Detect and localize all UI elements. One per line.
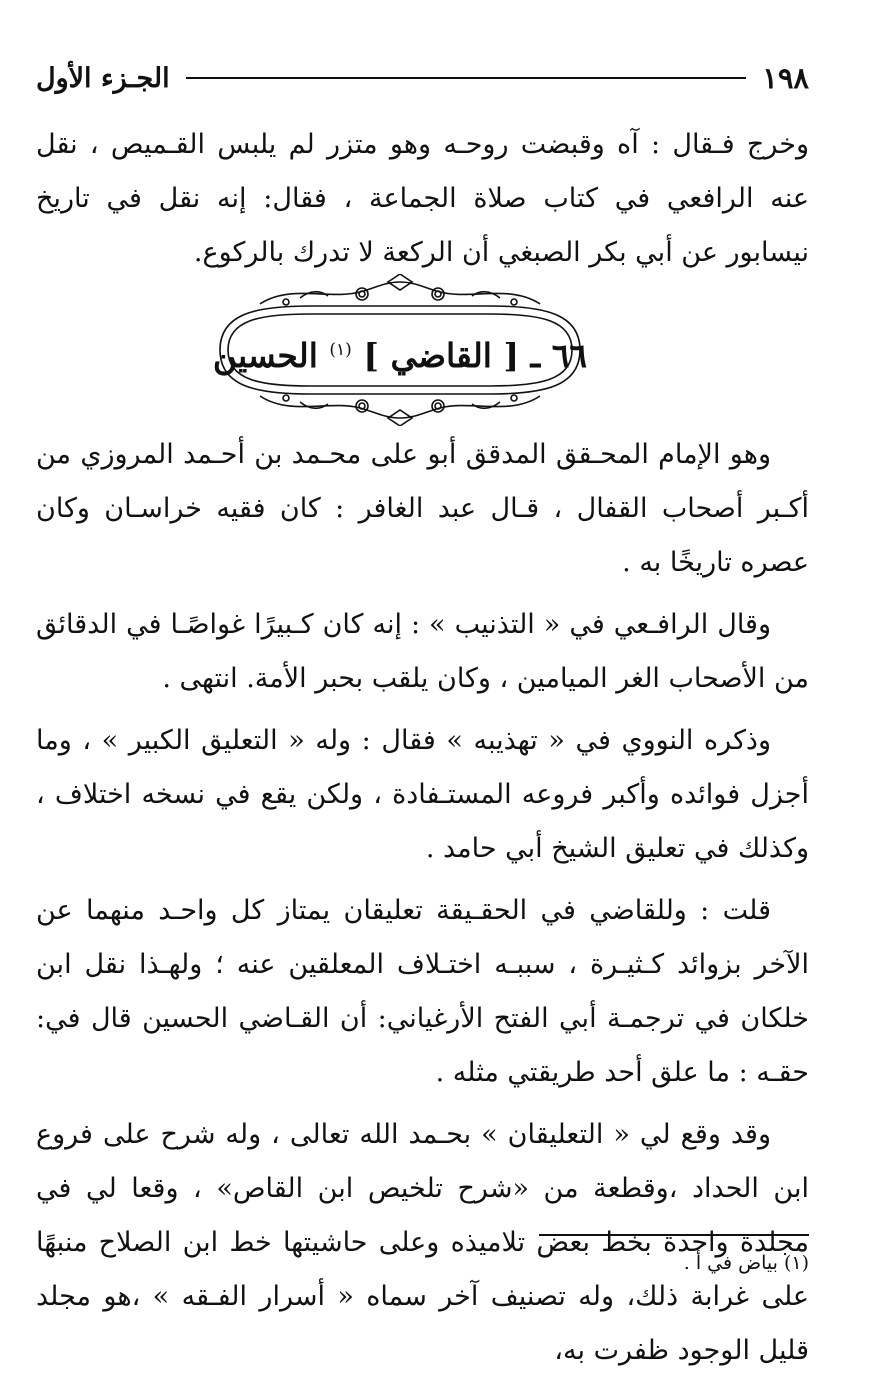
header-rule: [186, 77, 747, 79]
section-title: [200, 330, 600, 376]
intro-text: [36, 118, 809, 280]
intro-paragraph: وخرج فـقال : آه وقبضت روحـه وهو متزر لم يلبس القـميص ، نقل عنه الرافعي في كتاب صلاة الجماعة ، فقال: إنه نقل في تاريخ نيسابور عن أبي بكر الصبغي أن الركعة لا تدرك بالركوع.: [36, 129, 809, 268]
footnote: (١) بياض في أ .: [683, 1252, 809, 1274]
section-title-word: القاضي: [390, 336, 492, 375]
body-paragraph: وهو الإمام المحـقق المدقق أبو على محـمد بن أحـمد المروزي من أكـبر أصحاب القفال ، قـال عبد الغافر : كان فقيه خراسـان وكان عصره تاريخًا به .: [36, 439, 809, 578]
page-number: ١٩٨: [762, 61, 809, 95]
section-name: الحسين: [212, 336, 318, 375]
body-paragraph: وذكره النووي في « تهذيبه » فقال : وله « التعليق الكبير » ، وما أجزل فوائده وأكبر فروعه المستـفادة ، ولكن يقع في نسخه اختلاف ، وكذلك في تعليق الشيخ أبي حامد .: [36, 725, 809, 864]
body-paragraph: وقد وقع لي « التعليقان » بحـمد الله تعالى ، وله شرح على فروع ابن الحداد ،وقطعة من «شرح تلخيص ابن القاص» ، وقعا لي في مجلدة واحدة بخط بعض تلاميذه وعلى حاشيتها خط ابن الصلاح منبهًا على غرابة ذلك، وله تصنيف آخر سماه « أسرار الفـقه » ،هو مجلد قليل الوجود ظفرت به،: [36, 1119, 809, 1366]
footnote-rule: [539, 1234, 809, 1236]
section-number: ٦٦ ـ [: [503, 336, 588, 375]
body-paragraph: وقال الرافـعي في « التذنيب » : إنه كان كـبيرًا غواصًـا في الدقائق من الأصحاب الغر الميامين ، وكان يلقب بحبر الأمة. انتهى .: [36, 609, 809, 694]
running-header: [36, 58, 809, 98]
section-heading: [200, 274, 600, 426]
section-bracket-close: ]: [363, 336, 379, 375]
footnote-marker: (١): [329, 340, 352, 360]
part-title: الجـزء الأول: [36, 62, 170, 94]
body-paragraph: قلت : وللقاضي في الحقـيقة تعليقان يمتاز كل واحـد منهما عن الآخر بزوائد كـثيـرة ، سببـه اختـلاف المعلقين عنه ؛ ولهـذا نقل ابن خلكان في ترجمـة أبي الفتح الأرغياني: أن القـاضي الحسين قال في: حقـه : ما علق أحد طريقتي مثله .: [36, 895, 809, 1088]
